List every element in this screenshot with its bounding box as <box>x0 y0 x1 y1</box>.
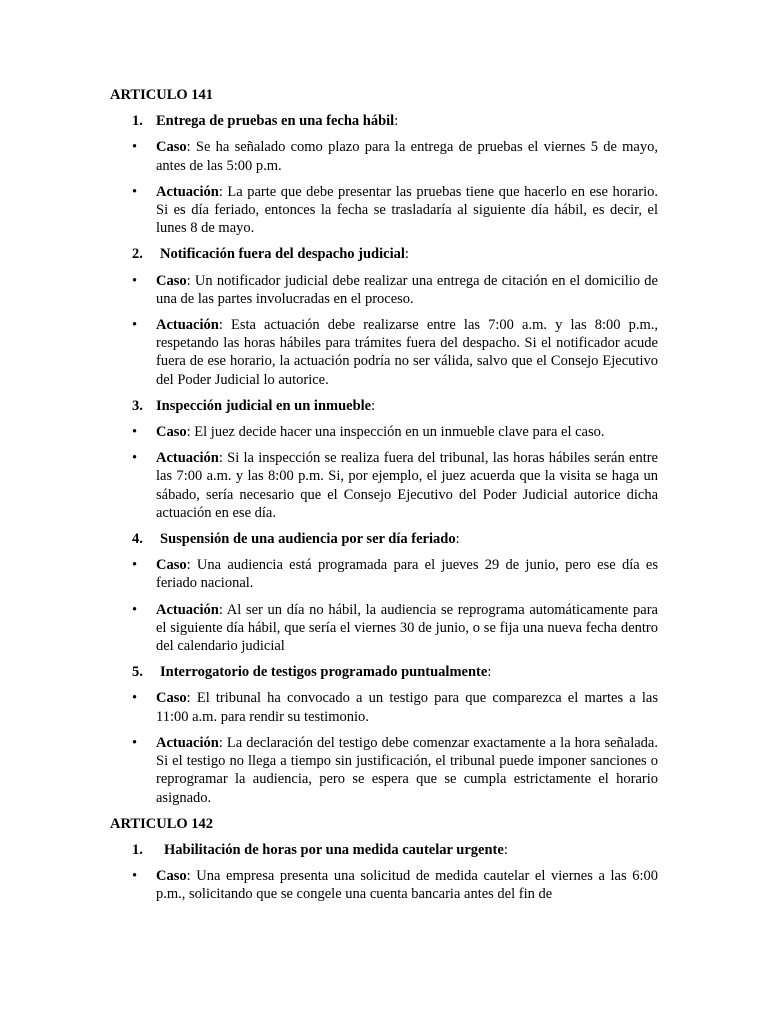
bullet-glyph: • <box>132 734 138 751</box>
item-colon: : <box>394 113 399 130</box>
item-title: Suspensión de una audiencia por ser día feriado <box>160 531 456 548</box>
numbered-item-2 <box>110 245 658 263</box>
actuacion-text: : Si la inspección se realiza fuera del tribunal, las horas hábiles serán entre las 7:00 a.m. y las 8:00 p.m. Si, por ejemplo, el juez acuerda que la visita se haga un sábado, sería necesario que el Consejo Ejecutivo del Poder Judicial autorice dicha actuación en ese día. <box>156 450 658 521</box>
actuacion-text: : La declaración del testigo debe comenzar exactamente a la hora señalada. Si el testigo no llega a tiempo sin justificación, el tribunal puede imponer sanciones o reprogramar la audiencia, pero se espera que se cumpla estrictamente el horario asignado. <box>156 734 658 806</box>
bullet-caso-142-1 <box>110 867 658 903</box>
numbered-item-142-1 <box>110 841 658 859</box>
bullet-actuacion-3 <box>110 449 658 522</box>
caso-text: : El tribunal ha convocado a un testigo para que comparezca el martes a las 11:00 a.m. para rendir su testimonio. <box>156 690 658 725</box>
item-colon: : <box>503 841 508 858</box>
caso-label: Caso <box>156 272 187 289</box>
bullet-actuacion-2 <box>110 316 658 389</box>
article-142-heading: ARTICULO 142 <box>110 815 214 832</box>
bullet-caso-5 <box>110 689 658 725</box>
actuacion-text: : La parte que debe presentar las pruebas tiene que hacerlo en ese horario. Si es día feriado, entonces la fecha se trasladaría al siguiente día hábil, es decir, el lunes 8 de mayo. <box>156 183 658 237</box>
item-colon: : <box>371 397 376 414</box>
caso-text: : Una empresa presenta una solicitud de medida cautelar el viernes a las 6:00 p.m., solicitando que se congele una cuenta bancaria antes del fin de <box>156 868 658 903</box>
actuacion-label: Actuación <box>156 601 219 618</box>
item-number: 2. <box>132 246 143 263</box>
bullet-glyph: • <box>132 139 138 156</box>
caso-text: : Se ha señalado como plazo para la entrega de pruebas el viernes 5 de mayo, antes de las 5:00 p.m. <box>156 139 658 174</box>
actuacion-label: Actuación <box>156 450 219 467</box>
caso-text: : El juez decide hacer una inspección en un inmueble clave para el caso. <box>186 424 605 441</box>
bullet-glyph: • <box>132 317 138 334</box>
numbered-item-4 <box>110 530 658 548</box>
bullet-caso-4 <box>110 556 658 592</box>
caso-label: Caso <box>156 690 187 707</box>
bullet-glyph: • <box>132 183 138 200</box>
numbered-item-3 <box>110 397 658 415</box>
numbered-item-1 <box>110 112 658 130</box>
caso-text: : Una audiencia está programada para el jueves 29 de junio, pero ese día es feriado nacional. <box>156 557 658 592</box>
caso-label: Caso <box>156 424 187 441</box>
item-title: Inspección judicial en un inmueble <box>156 397 372 414</box>
bullet-glyph: • <box>132 450 138 467</box>
actuacion-text: : Esta actuación debe realizarse entre las 7:00 a.m. y las 8:00 p.m., respetando las horas hábiles para trámites fuera del despacho. Si el notificador acude fuera de ese horario, la actuación podría no ser válida, salvo que el Consejo Ejecutivo del Poder Judicial lo autorice. <box>156 317 658 388</box>
caso-label: Caso <box>156 557 187 574</box>
article-141-heading: ARTICULO 141 <box>110 87 214 103</box>
item-colon: : <box>455 531 460 548</box>
bullet-caso-1 <box>110 138 658 174</box>
bullet-actuacion-4 <box>110 601 658 656</box>
actuacion-label: Actuación <box>156 317 219 334</box>
actuacion-label: Actuación <box>156 734 219 751</box>
caso-label: Caso <box>156 139 187 156</box>
numbered-item-5 <box>110 663 658 681</box>
bullet-glyph: • <box>132 601 138 618</box>
item-number: 3. <box>132 397 143 414</box>
bullet-caso-2 <box>110 272 658 308</box>
bullet-glyph: • <box>132 868 138 885</box>
item-number: 1. <box>132 113 143 130</box>
item-number: 1. <box>132 841 143 858</box>
caso-text: : Un notificador judicial debe realizar una entrega de citación en el domicilio de una de las partes involucradas en el proceso. <box>156 272 658 307</box>
bullet-glyph: • <box>132 424 138 441</box>
bullet-actuacion-5 <box>110 734 658 807</box>
item-number: 4. <box>132 531 143 548</box>
document-page <box>110 86 658 912</box>
bullet-glyph: • <box>132 690 138 707</box>
bullet-glyph: • <box>132 272 138 289</box>
bullet-glyph: • <box>132 557 138 574</box>
item-title: Entrega de pruebas en una fecha hábil <box>156 113 395 130</box>
item-colon: : <box>404 246 409 263</box>
item-number: 5. <box>132 664 143 681</box>
item-title: Notificación fuera del despacho judicial <box>160 246 405 263</box>
bullet-actuacion-1 <box>110 183 658 238</box>
actuacion-label: Actuación <box>156 183 219 200</box>
item-colon: : <box>487 664 492 681</box>
bullet-caso-3 <box>110 423 658 441</box>
item-title: Interrogatorio de testigos programado puntualmente <box>160 664 488 681</box>
item-title: Habilitación de horas por una medida cautelar urgente <box>164 841 504 858</box>
caso-label: Caso <box>156 868 187 885</box>
actuacion-text: : Al ser un día no hábil, la audiencia se reprograma automáticamente para el siguiente día hábil, que sería el viernes 30 de junio, o se fija una nueva fecha dentro del calendario judicial <box>156 601 658 655</box>
